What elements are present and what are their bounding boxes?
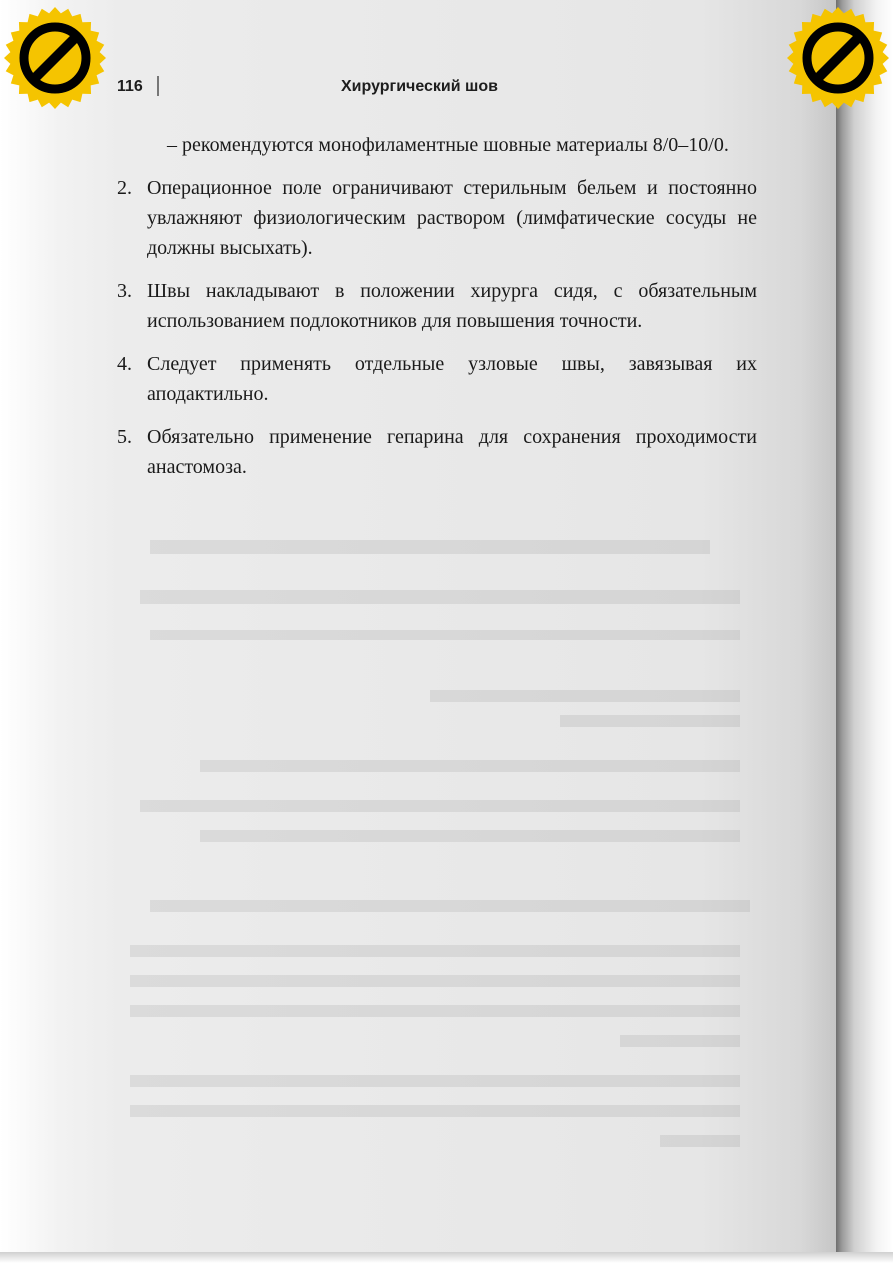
- list-item-number: 5.: [117, 426, 132, 448]
- page-bottom-edge: [0, 1252, 893, 1263]
- list-item-number: 2.: [117, 177, 132, 199]
- page-binding-shadow: [836, 0, 893, 1263]
- list-item-body: Обязательно применение гепарина для сохранения проходимости анастомоза.: [147, 426, 757, 478]
- no-entry-badge-icon: [3, 6, 107, 110]
- page-body: [117, 130, 757, 495]
- list-item-body: рекомендуются монофиламентные шовные материалы 8/0–10/0.: [182, 134, 729, 156]
- list-item-number: 3.: [117, 280, 132, 302]
- list-item-number: 4.: [117, 353, 132, 375]
- list-item-marker: –: [167, 134, 177, 156]
- list-item-4: [117, 349, 757, 409]
- list-item-dash: [137, 130, 757, 160]
- list-item-body: Операционное поле ограничивают стерильным бельем и постоянно увлажняют физиологическим раствором (лимфатические сосуды не должны высыхать).: [147, 177, 757, 259]
- page-number-separator: [157, 76, 159, 96]
- list-item-2: [117, 173, 757, 263]
- running-title: Хирургический шов: [341, 78, 498, 95]
- no-entry-badge-icon: [786, 6, 890, 110]
- list-item-5: [117, 422, 757, 482]
- list-item-body: Следует применять отдельные узловые швы, завязывая их аподактильно.: [147, 353, 757, 405]
- page-header: [117, 78, 837, 104]
- list-item-text: [137, 130, 757, 160]
- list-item-body: Швы накладывают в положении хирурга сидя, с обязательным использованием подлокотников для повышения точности.: [147, 280, 757, 332]
- page-number: 116: [117, 78, 143, 95]
- list-item-3: [117, 276, 757, 336]
